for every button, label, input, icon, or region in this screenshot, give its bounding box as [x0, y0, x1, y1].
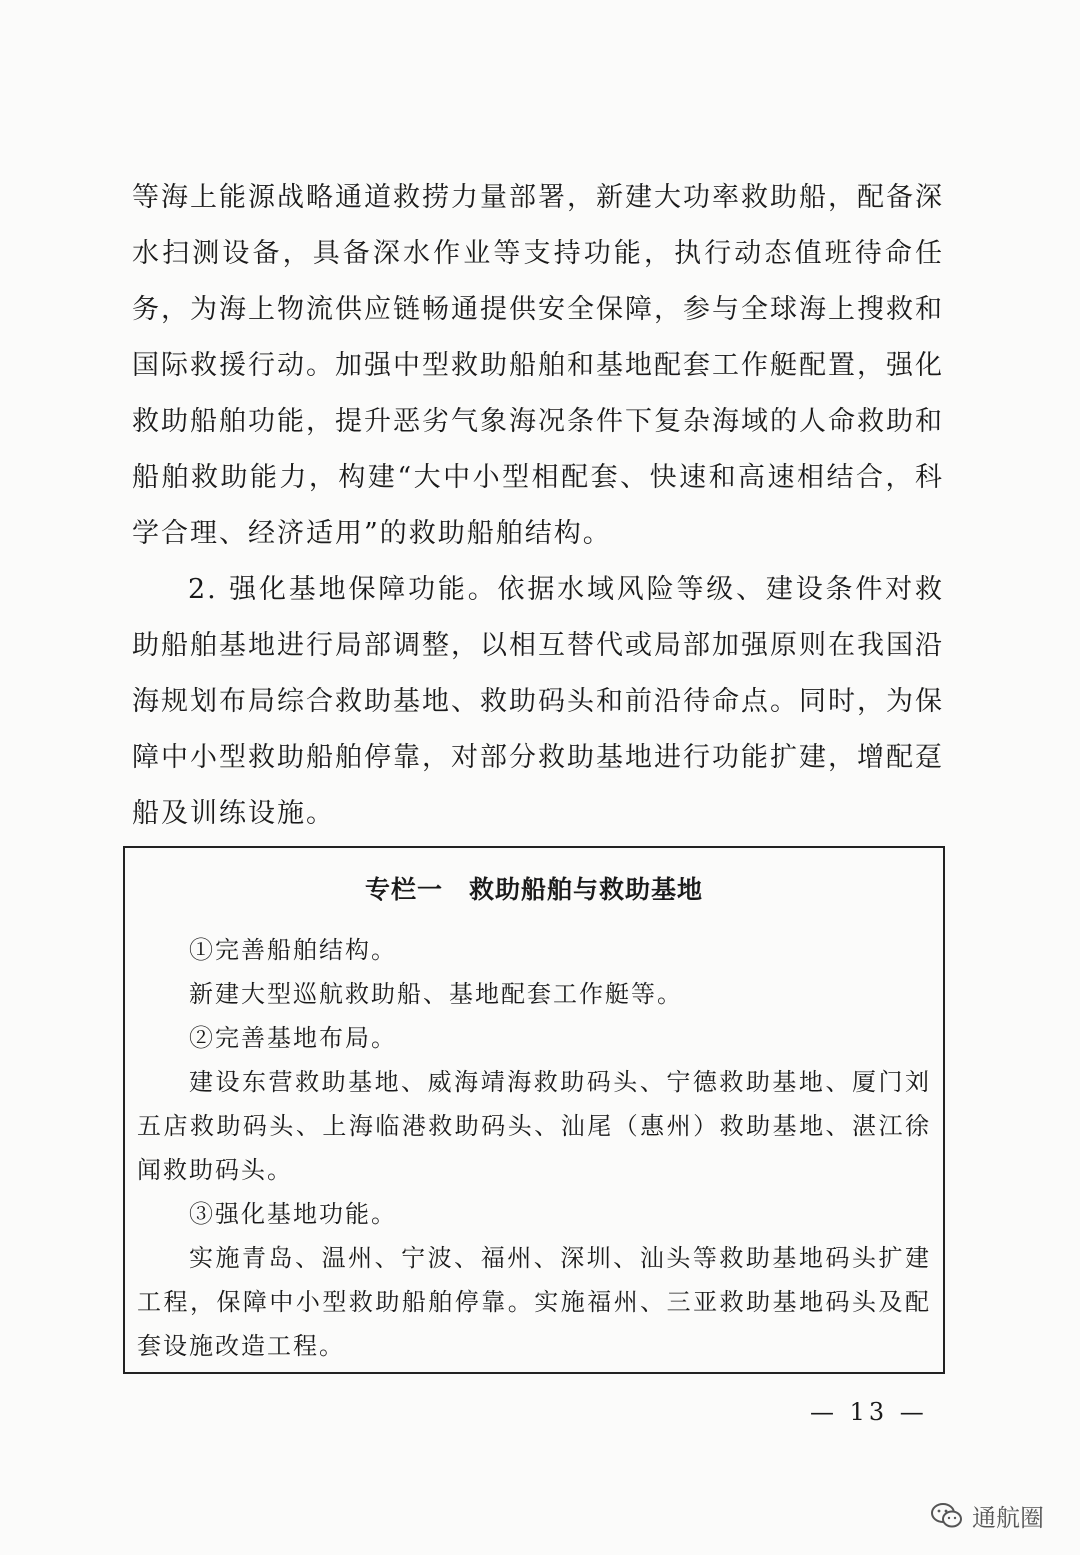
box-item: 实施青岛、温州、宁波、福州、深圳、汕头等救助基地码头扩建工程，保障中小型救助船舶停靠。实施福州、三亚救助基地码头及配套设施改造工程。 [137, 1244, 931, 1360]
box-body [137, 928, 931, 1368]
box-item: ②完善基地布局。 [189, 1024, 397, 1052]
box-title-text: 救助船舶与救助基地 [469, 875, 704, 904]
sidebar-box [123, 846, 945, 1374]
paragraph-section-2: 2. 强化基地保障功能。依据水域风险等级、建设条件对救助船舶基地进行局部调整，以相互替代或局部加强原则在我国沿海规划布局综合救助基地、救助码头和前沿待命点。同时，为保障中小型救助船舶停靠，对部分救助基地进行功能扩建，增配趸船及训练设施。 [132, 574, 944, 829]
body-text [132, 170, 944, 842]
paragraph-continuation: 等海上能源战略通道救捞力量部署，新建大功率救助船，配备深水扫测设备，具备深水作业等支持功能，执行动态值班待命任务，为海上物流供应链畅通提供安全保障，参与全球海上搜救和国际救援行动。加强中型救助船舶和基地配套工作艇配置，强化救助船舶功能，提升恶劣气象海况条件下复杂海域的人命救助和船舶救助能力，构建“大中小型相配套、快速和高速相结合，科学合理、经济适用”的救助船舶结构。 [132, 182, 944, 549]
page-number: — 13 — [810, 1398, 928, 1426]
box-item: 新建大型巡航救助船、基地配套工作艇等。 [189, 980, 683, 1008]
box-item: ①完善船舶结构。 [189, 936, 397, 964]
box-item: ③强化基地功能。 [189, 1200, 397, 1228]
box-title [125, 870, 943, 906]
box-title-label: 专栏一 [364, 875, 443, 904]
wechat-icon [930, 1502, 964, 1530]
watermark-text: 通航圈 [972, 1504, 1044, 1532]
watermark [930, 1498, 1044, 1533]
box-item: 建设东营救助基地、威海靖海救助码头、宁德救助基地、厦门刘五店救助码头、上海临港救助码头、汕尾（惠州）救助基地、湛江徐闻救助码头。 [137, 1068, 931, 1184]
